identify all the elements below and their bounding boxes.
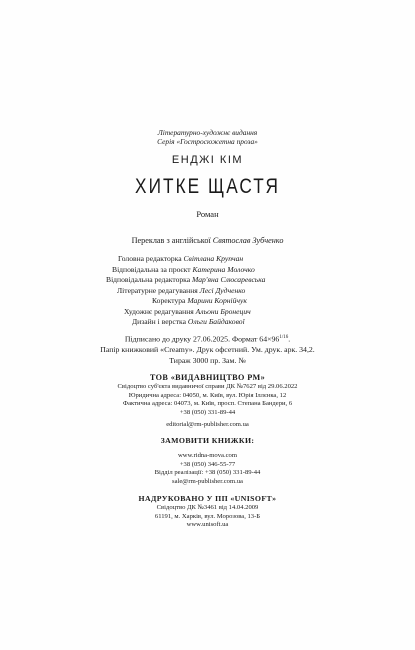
credit-role: Відповідальна редакторка (106, 275, 191, 284)
credit-line (104, 296, 364, 307)
printer-website: www.unisoft.ua (186, 521, 229, 529)
credits-list (104, 254, 364, 328)
printer-address: 61191, м. Харків, вул. Морозова, 13-Б (154, 512, 261, 520)
credit-name: Марини Корнійчук (187, 296, 247, 305)
edition-type: Літературно-художнє видання (157, 128, 258, 137)
order-email: sale@rm-publisher.com.ua (172, 477, 243, 485)
sales-phone: +38 (050) 331-89-44 (204, 469, 261, 477)
credit-line (104, 307, 364, 318)
credit-role: Дизайн і верстка (132, 317, 186, 326)
credit-role: Художнє редагування (124, 306, 194, 316)
author-name: ЕНДЖІ КІМ (171, 154, 244, 166)
sales-label: Відділ реалізації: (154, 469, 204, 477)
format-fraction: 1/16 (279, 335, 289, 340)
print-details (0, 333, 415, 366)
series-name: Серія «Гостросюжетна проза» (157, 137, 258, 147)
translator-line (0, 236, 415, 245)
publisher-legal-address: Юридична адреса: 04050, м. Київ, вул. Юрія Іллєнка, 12 (128, 391, 287, 399)
publisher-cert: Свідоцтво суб'єкта видавничої справи ДК №7627 від 29.06.2022 (117, 383, 298, 390)
publisher-actual-address: Фактична адреса: 04073, м. Київ, просп. Степана Бандери, 6 (122, 400, 293, 408)
genre: Роман (196, 209, 219, 219)
credit-role: Коректура (152, 296, 186, 305)
printer-block (0, 494, 415, 530)
credit-role: Головна редакторка (118, 254, 182, 263)
print-format-text: Підписано до друку 27.06.2025. Формат 64×96 (124, 334, 280, 344)
translator-label: Переклав з англійської (131, 236, 211, 245)
print-format-end: . (288, 334, 291, 344)
paper-info: Папір книжковий «Creamy». Друк офсетний. Ум. друк. арк. 34,2. (100, 345, 315, 355)
order-sales (0, 469, 415, 478)
credit-line (104, 275, 364, 286)
print-format (0, 333, 415, 345)
credit-line (104, 265, 364, 276)
order-block (0, 436, 415, 486)
publisher-phone: +38 (050) 331-89-44 (179, 408, 236, 416)
credit-name: Мар'яна Слюсаревська (192, 275, 266, 284)
series-info (0, 128, 415, 147)
publisher-name: ТОВ «ВИДАВНИЦТВО РМ» (149, 373, 266, 382)
order-website: www.ridna-mova.com (178, 452, 237, 459)
translator-name: Святослав Зубченко (212, 236, 284, 245)
credit-name: Лесі Дудченко (199, 285, 246, 295)
credit-name: Світлана Крупчан (183, 254, 244, 263)
order-heading: ЗАМОВИТИ КНИЖКИ: (160, 436, 255, 445)
credit-line (104, 254, 364, 265)
credit-role: Літературне редагування (117, 285, 198, 295)
credit-name: Катерина Молочко (192, 264, 255, 274)
printer-cert: Свідоцтво ДК №3461 від 14.04.2009 (156, 504, 259, 511)
credit-line (104, 317, 364, 328)
order-phone: +38 (050) 346-55-77 (179, 460, 236, 468)
publisher-block (0, 372, 415, 430)
run-info: Тираж 3000 пр. Зам. № (169, 355, 246, 365)
printer-heading: НАДРУКОВАНО У ПП «UNISOFT» (138, 494, 277, 503)
publisher-email: editorial@rm-publisher.com.ua (166, 421, 249, 429)
credit-name: Ольги Байдакової (187, 317, 245, 326)
credit-line (104, 286, 364, 297)
book-title: ХИТКЕ ЩАСТЯ (135, 175, 280, 198)
credit-name: Альони Бронецич (195, 306, 251, 316)
credit-role: Відповідальна за проєкт (112, 264, 191, 274)
